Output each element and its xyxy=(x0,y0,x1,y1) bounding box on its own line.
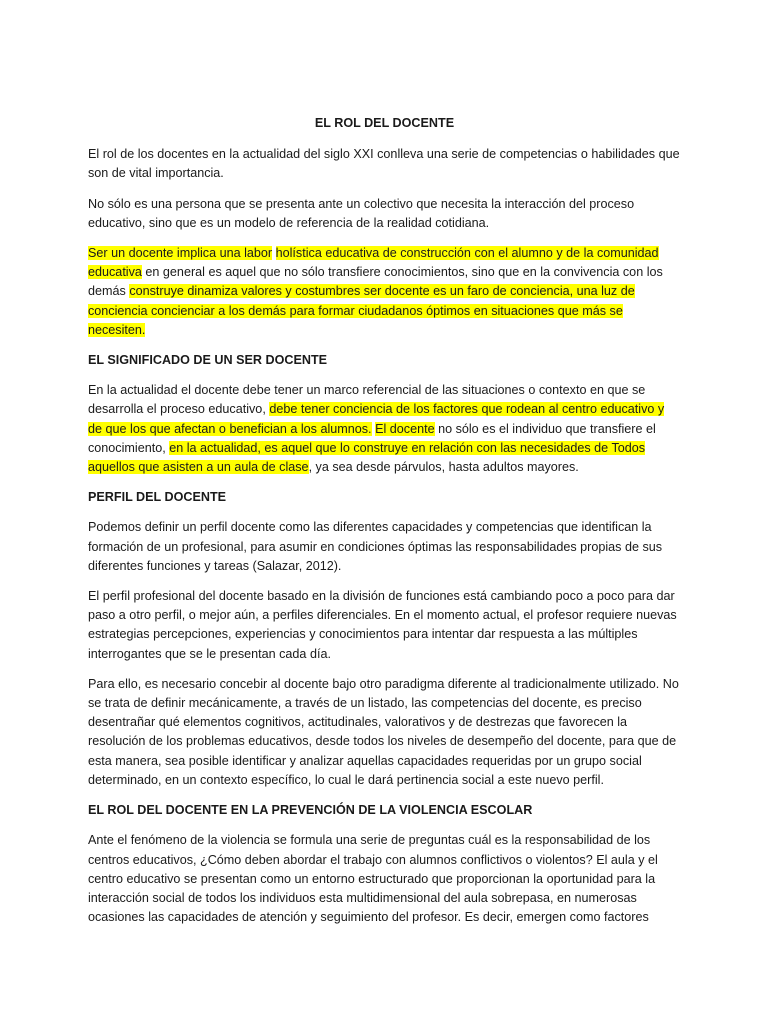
highlighted-text: construye dinamiza valores y costumbres ser docente es un faro de conciencia, una luz de conciencia concienciar a los demás para formar ciudadanos óptimos en situaciones que más se necesiten. xyxy=(88,284,635,337)
text-segment: Podemos definir un perfil docente como las diferentes capacidades y competencias que identifican la formación de un profesional, para asumir en condiciones óptimas las responsabilidades propias de sus diferentes funciones y tareas (Salazar, 2012). xyxy=(88,520,663,573)
text-segment: Para ello, es necesario concebir al docente bajo otro paradigma diferente al tradicionalmente utilizado. No se trata de definir mecánicamente, a través de un listado, las competencias del docente, es preciso desentrañar qué elementos cognitivos, actitudinales, valorativos y de destrezas que favorecen la resolución de los problemas educativos, desde todos los niveles de desempeño del docente, para que de esta manera, sea posible identificar y analizar aquellas capacidades requeridas por un grupo social determinado, en un contexto específico, lo cual le dará pertinencia social a este nuevo perfil. xyxy=(88,676,679,787)
paragraph xyxy=(88,587,681,664)
highlighted-text: holística educativa de construcción con el alumno y de la comunidad educativa xyxy=(88,246,659,280)
paragraph xyxy=(88,831,681,927)
text-segment: No sólo es una persona que se presenta ante un colectivo que necesita la interacción del proceso educativo, sino que es un modelo de referencia de la realidad cotidiana. xyxy=(88,196,635,230)
text-segment: En la actualidad el docente debe tener un marco referencial de las situaciones o contexto en que se desarrolla el proceso educativo, xyxy=(88,383,646,417)
highlighted-text: en la actualidad, es aquel que lo construye en relación con las necesidades de Todos aquellos que asisten a un aula de clase xyxy=(88,440,646,475)
text-segment: no sólo es el individuo que transfiere el conocimiento, xyxy=(88,421,656,455)
text-segment: Ante el fenómeno de la violencia se formula una serie de preguntas cuál es la responsabilidad de los centros educativos, ¿Cómo deben abordar el trabajo con alumnos conflictivos o violentos? El aula y el centro educativo se presentan como un entorno estructurado que proporcionan la oportunidad para la interacción social de todos los individuos esta multidimensional del aula sobrepasa, en numerosas ocasiones las capacidades de atención y seguimiento del profesor. Es decir, emergen como factores xyxy=(88,833,658,925)
section-heading xyxy=(88,488,681,507)
text-segment: El rol de los docentes en la actualidad del siglo XXI conlleva una serie de competencias o habilidades que son de vital importancia. xyxy=(88,147,680,181)
highlighted-text: debe tener conciencia de los factores que rodean al centro educativo y de que los que afectan o benefician a los alumnos. xyxy=(88,402,665,436)
document-title: EL ROL DEL DOCENTE xyxy=(314,116,455,130)
document-page xyxy=(88,114,681,938)
highlighted-text: Ser un docente implica una labor xyxy=(88,246,273,261)
text-segment: EL SIGNIFICADO DE UN SER DOCENTE xyxy=(88,353,328,368)
text-segment: PERFIL DEL DOCENTE xyxy=(88,490,227,505)
paragraph xyxy=(88,381,681,477)
section-heading xyxy=(88,351,681,370)
paragraph xyxy=(88,518,681,576)
text-segment: en general es aquel que no sólo transfiere conocimientos, sino que en la convivencia con los demás xyxy=(88,265,663,299)
document-body xyxy=(88,145,681,927)
paragraph xyxy=(88,675,681,790)
paragraph xyxy=(88,195,681,233)
section-heading xyxy=(88,801,681,820)
text-segment: , ya sea desde párvulos, hasta adultos mayores. xyxy=(308,460,579,475)
text-segment: El perfil profesional del docente basado en la división de funciones está cambiando poco a poco para dar paso a otro perfil, o mejor aún, a perfiles diferenciales. En el momento actual, el profesor requiere nuevas estrategias percepciones, experiencias y conocimientos para intentar dar respuesta a las múltiples interrogantes que se le presentan cada día. xyxy=(88,589,677,661)
paragraph xyxy=(88,244,681,340)
highlighted-text: El docente xyxy=(375,421,435,436)
paragraph xyxy=(88,145,681,183)
text-segment: EL ROL DEL DOCENTE EN LA PREVENCIÓN DE LA VIOLENCIA ESCOLAR xyxy=(88,803,533,818)
